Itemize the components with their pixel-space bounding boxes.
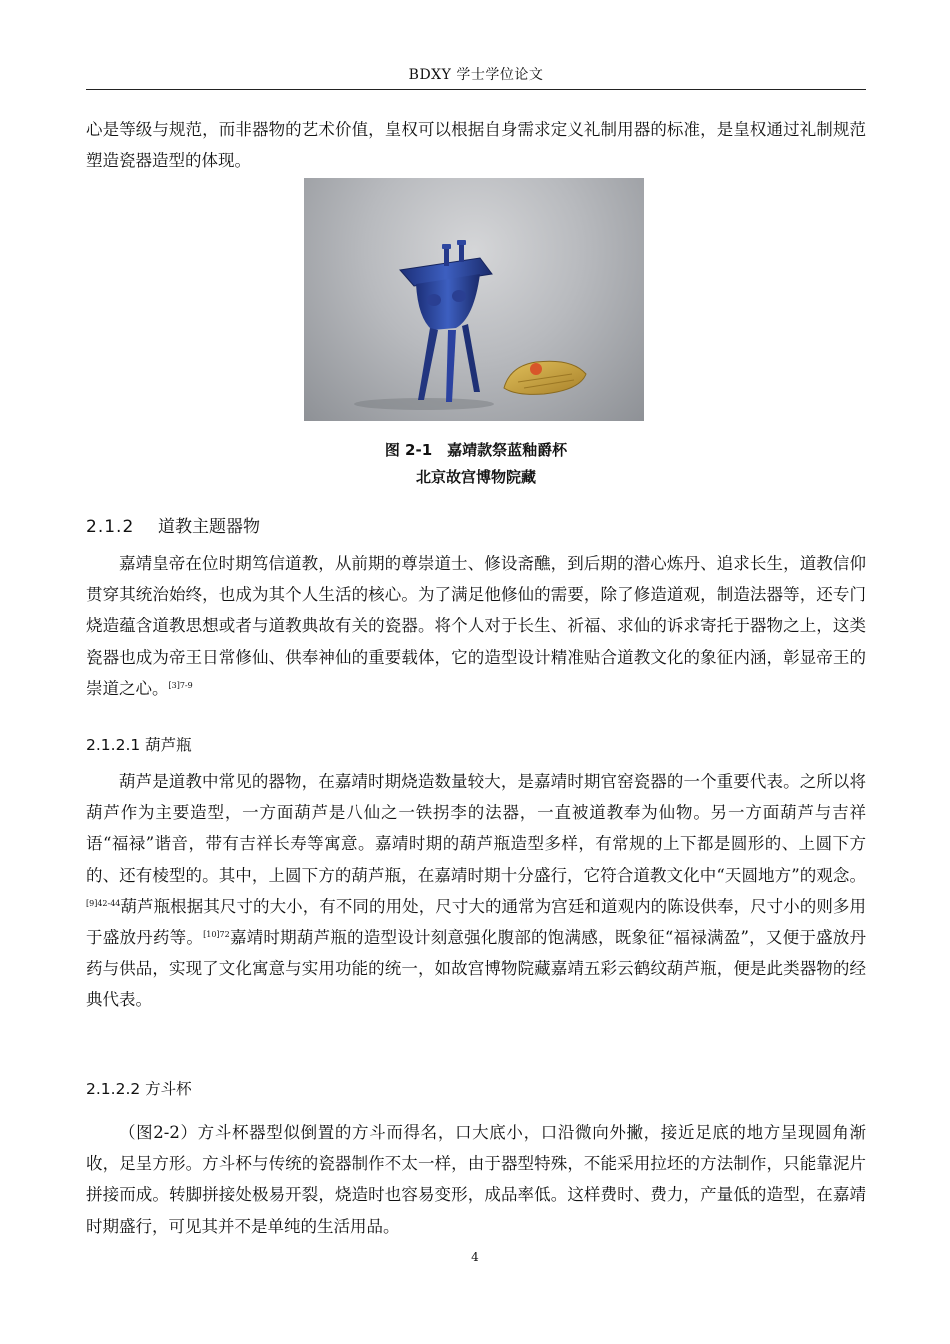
figure-image [304,178,644,421]
figure-caption-source: 北京故宫博物院藏 [415,468,536,486]
citation-ref: [9]42-44 [86,898,121,908]
figure-caption-title: 图 2-1 嘉靖款祭蓝釉爵杯 [384,441,568,459]
subsection-heading-2-1-2-2: 2.1.2.2 方斗杯 [86,1080,192,1098]
citation-ref: [10]72 [203,930,230,940]
citation-ref: [3]7-9 [168,680,193,690]
page-number: 4 [471,1250,479,1264]
running-header: BDXY 学士学位论文 [408,67,544,83]
subsection-heading-2-1-2-1: 2.1.2.1 葫芦瓶 [86,736,192,754]
section-number: 2.1.2 [86,517,135,537]
section-title: 道教主题器物 [158,517,260,537]
ceramic-jue-cup-photo-icon [304,178,644,421]
header-rule [86,89,866,90]
section-2-1-2-2-paragraph: （图2-2）方斗杯器型似倒置的方斗而得名，口大底小，口沿微向外撇，接近足底的地方呈现圆角渐收，足呈方形。方斗杯与传统的瓷器制作不太一样，由于器型特殊，不能采用拉坯的方法制作，只能靠泥片拼接而成。转脚拼接处极易开裂，烧造时也容易变形，成品率低。这样费时、费力，产量低的造型，在嘉靖时期盛行，可见其并不是单纯的生活用品。 [86,1123,866,1236]
section-2-1-2-1-paragraph: 葫芦是道教中常见的器物，在嘉靖时期烧造数量较大，是嘉靖时期官窑瓷器的一个重要代表。之所以将葫芦作为主要造型，一方面葫芦是八仙之一铁拐李的法器，一直被道教奉为仙物。另一方面葫芦与吉祥语“福禄”谐音，带有吉祥长寿等寓意。嘉靖时期的葫芦瓶造型多样，有常规的上下都是圆形的、上圆下方的、还有棱型的。其中，上圆下方的葫芦瓶，在嘉靖时期十分盛行，它符合道教文化中“天圆地方”的观念。$^{[9]42-44}$葫芦瓶根据其尺寸的大小，有不同的用处，尺寸大的通常为宫廷和道观内的陈设供奉，尺寸小的则多用于盛放丹药等。$^{[10]72}$嘉靖时期葫芦瓶的造型设计刻意强化腹部的饱满感，既象征“福禄满盈”，又便于盛放丹药与供品，实现了文化寓意与实用功能的统一，如故宫博物院藏嘉靖五彩云鹤纹葫芦瓶，便是此类器物的经典代表。 [86,772,867,1010]
section-2-1-2-paragraph: 嘉靖皇帝在位时期笃信道教，从前期的尊崇道士、修设斋醮，到后期的潜心炼丹、追求长生，道教信仰贯穿其统治始终，也成为其个人生活的核心。为了满足他修仙的需要，除了修造道观，制造法器等，还专门烧造蕴含道教思想或者与道教典故有关的瓷器。将个人对于长生、祈福、求仙的诉求寄托于器物之上，这类瓷器也成为帝王日常修仙、供奉神仙的重要载体，它的造型设计精准贴合道教文化的象征内涵，彰显帝王的崇道之心。$^{[3]7-9}$ [86,554,866,698]
section-heading-2-1-2 [86,512,260,537]
intro-paragraph: 心是等级与规范，而非器物的艺术价值，皇权可以根据自身需求定义礼制用器的标准，是皇权通过礼制规范塑造瓷器造型的体现。 [86,120,866,171]
